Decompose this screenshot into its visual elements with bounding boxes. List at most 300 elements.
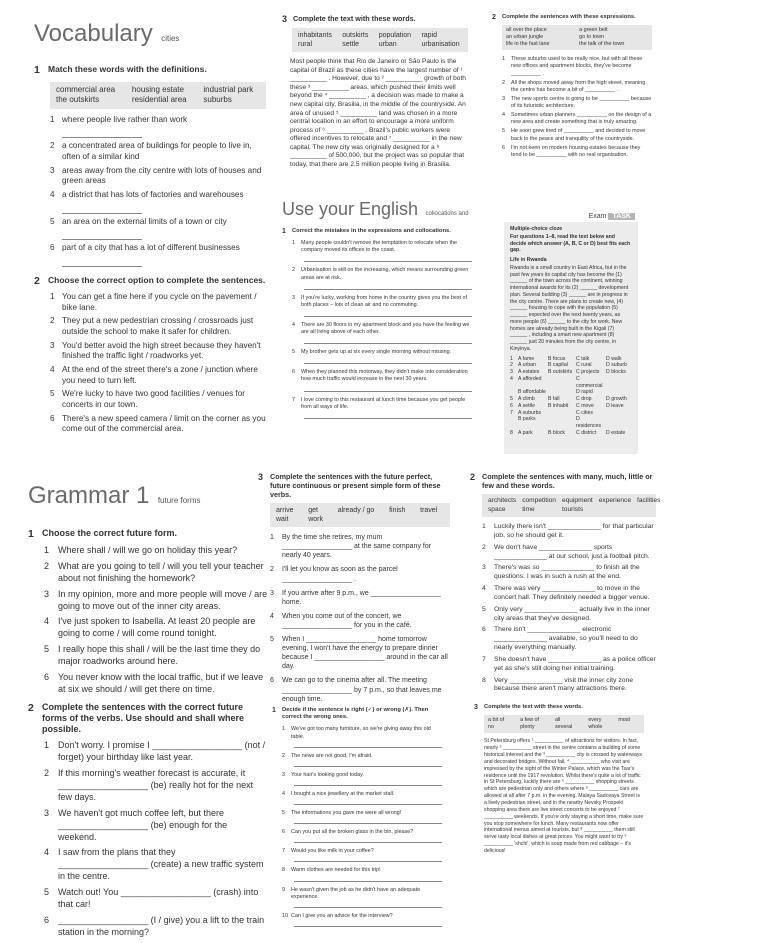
item-number: 3 xyxy=(282,771,285,778)
list-item xyxy=(270,565,450,583)
word-box-item: population xyxy=(378,32,412,39)
option[interactable]: C talk xyxy=(576,355,590,362)
instruction-text: Complete the sentences with these expressions. xyxy=(502,14,636,20)
option[interactable] xyxy=(606,376,632,390)
item-number: 6 xyxy=(50,243,55,253)
answer-line[interactable] xyxy=(294,743,442,748)
q2-instruction xyxy=(470,472,656,490)
answer-line[interactable] xyxy=(62,230,142,240)
item-number: 5 xyxy=(44,644,50,655)
item-text: When I __________________ home tomorrow evening, I won't have the energy to prepare dinner because I __________________ around in the car all day. xyxy=(282,636,448,671)
list-item xyxy=(44,847,268,883)
item-text: where people live rather than work xyxy=(62,114,188,124)
word-box-item: several xyxy=(554,724,573,731)
answer-line[interactable] xyxy=(304,284,472,290)
option[interactable]: D blocks xyxy=(606,369,626,375)
option[interactable] xyxy=(548,376,576,390)
q2-items xyxy=(482,523,656,694)
item-text: He wasn't given the job as he didn't have an adequate experience. xyxy=(291,886,421,900)
item-text: There's a new speed camera / limit on the corner as you come out of the commercial area. xyxy=(62,413,266,434)
item-number: 1 xyxy=(270,534,274,542)
list-item xyxy=(44,808,268,844)
list-item xyxy=(292,322,472,336)
word-box-item: get xyxy=(308,507,318,514)
exercise-number: 1 xyxy=(28,528,34,540)
answer-line[interactable] xyxy=(294,800,442,805)
option[interactable]: D walk xyxy=(606,355,622,362)
exercise-number: 3 xyxy=(474,704,478,711)
item-number: 1 xyxy=(292,240,295,247)
option[interactable]: A afforded xyxy=(518,375,542,382)
list-item xyxy=(482,523,656,541)
word-box-item: urbanisation xyxy=(421,41,460,49)
item-text: Warm clothes are needed for this trip! xyxy=(291,867,381,874)
list-item xyxy=(44,740,268,764)
item-text: When they planned this motorway, they didn't make into consideration how much traffic would increase in the next 30 years. xyxy=(301,369,468,383)
option[interactable]: C district xyxy=(576,429,597,436)
option[interactable]: B inhabit xyxy=(548,402,569,409)
list-item xyxy=(292,295,472,309)
item-text: Can you put all the broken glass in the bin, please? xyxy=(291,829,414,836)
word-box-item: settle xyxy=(342,41,359,49)
item-number: 6 xyxy=(270,677,274,685)
item-text: There was very ______________ to move in the concert hall. They definitely needed a bigger venue. xyxy=(494,585,650,601)
word-box-item: the talk of the town xyxy=(579,41,625,48)
item-number: 5 xyxy=(482,605,486,613)
instruction-text: Correct the mistakes in the expressions and collocations. xyxy=(292,228,451,234)
item-text: If this morning's weather forecast is accurate, it __________________ (be) really hot for the next few days. xyxy=(58,768,254,802)
item-text: Very ______________ visit the inner city zone because there aren't many attractions there. xyxy=(494,676,634,693)
answer-line[interactable] xyxy=(62,257,142,267)
item-text: The new sports centre is going to be __________ because of its futuristic architecture. xyxy=(511,95,652,110)
reading-text: Most people think that Rio de Janeiro or São Paulo is the capital of Brazil as these cities have the largest number of ¹ __________ . However, due to ² __________ growth of both these ³ __________ areas, which pushed their limits well beyond the ⁴ __________ , a decision was made to make a new capital city, Brasilia, in the middle of the countryside. An area of unused ⁵ __________ land was chosen in a more central location in an effort to encourage a more uniform process of ⁶ __________ . Brazil's public workers were offered incentives to relocate and ⁷ __________ in the new capital. The new city was originally designed for a ⁸ __________ of 500,000, but the project was so popular that today, that there are 2.5 million people living in Brasilia. xyxy=(290,58,466,168)
option-number: 6 xyxy=(510,402,513,409)
option[interactable]: A park xyxy=(518,429,533,436)
item-text: Your hair's looking good today. xyxy=(291,771,364,778)
list-item xyxy=(292,369,472,383)
word-box-item: commercial area xyxy=(56,85,116,94)
list-item xyxy=(292,397,472,411)
item-text: In my opinion, more and more people will move / are going to move out of the inner city areas. xyxy=(58,588,268,611)
list-item xyxy=(282,726,442,740)
item-number: 1 xyxy=(282,726,285,733)
item-number: 4 xyxy=(502,112,505,119)
ex1-instruction xyxy=(282,228,472,235)
answer-line[interactable] xyxy=(62,128,142,138)
task-label: TASK xyxy=(608,213,635,220)
item-text: an area on the external limits of a town or city xyxy=(62,216,227,226)
item-number: 1 xyxy=(50,114,55,124)
item-number: 6 xyxy=(282,829,285,836)
list-item xyxy=(44,915,268,939)
list-item xyxy=(282,887,442,901)
list-item xyxy=(50,316,266,337)
list-item xyxy=(282,829,442,836)
list-item xyxy=(482,677,656,695)
item-number: 2 xyxy=(502,79,505,86)
answer-line[interactable] xyxy=(304,311,472,317)
option[interactable] xyxy=(606,410,632,417)
item-number: 8 xyxy=(482,676,486,684)
answer-line[interactable] xyxy=(294,819,442,824)
list-item xyxy=(282,848,442,855)
option[interactable] xyxy=(606,416,632,430)
future-forms-section xyxy=(258,472,450,709)
exercise-number: 1 xyxy=(272,707,276,714)
list-item xyxy=(502,96,652,110)
item-number: 6 xyxy=(482,626,486,634)
item-text: We can go to the cinema after all. The meeting __________________ by 7 p.m., so that leaves me enough time. xyxy=(282,677,442,703)
list-item xyxy=(502,80,652,94)
item-text: My brother gets up at six every single morning without missing. xyxy=(301,349,452,356)
item-text: Urbanisation is still on the increasing, which means surrounding green areas are at risk. xyxy=(301,267,469,281)
list-item xyxy=(270,635,450,671)
grammar-ex1-instruction xyxy=(28,528,268,540)
item-number: 6 xyxy=(44,671,50,682)
answer-line[interactable] xyxy=(294,922,442,927)
use-your-english-section xyxy=(282,200,472,422)
list-item xyxy=(482,585,656,603)
g4-instruction xyxy=(272,707,442,721)
exercise-number: 1 xyxy=(34,64,40,76)
instruction-text: Decide if the sentence is right (✓) or wrong (✗). Then correct the wrong ones. xyxy=(282,707,429,721)
word-box-item: inhabitants xyxy=(298,32,332,39)
word-box-item: suburbs xyxy=(203,95,232,105)
answer-line[interactable] xyxy=(304,358,472,364)
word-box-item: an urban jungle xyxy=(506,34,544,41)
list-item xyxy=(292,240,472,254)
vocab-ex1-items xyxy=(50,115,266,267)
item-number: 10 xyxy=(282,912,288,919)
grammar-ex2-instruction xyxy=(28,702,268,736)
item-text: You'd better avoid the high street because they haven't finished the traffic light / roadworks yet. xyxy=(62,340,261,361)
item-list xyxy=(502,56,652,159)
item-number: 2 xyxy=(482,543,486,551)
item-number: 5 xyxy=(282,810,285,817)
option[interactable]: A suburbs xyxy=(518,409,542,416)
option[interactable]: C projects xyxy=(576,369,600,375)
item-text: Where shall / will we go on holiday this year? xyxy=(58,545,238,555)
item-number: 1 xyxy=(50,292,55,302)
answer-line[interactable] xyxy=(294,781,442,786)
option[interactable]: B focus xyxy=(548,355,566,362)
option[interactable]: A fame xyxy=(518,355,535,362)
option[interactable]: D growth xyxy=(606,396,627,402)
exercise-number: 2 xyxy=(492,14,496,21)
word-box-item: finish xyxy=(389,507,406,514)
list-item xyxy=(50,115,266,126)
option[interactable]: B parks xyxy=(518,416,536,423)
list-item xyxy=(50,389,266,410)
list-item xyxy=(292,349,472,356)
word-box xyxy=(502,25,652,50)
answer-line[interactable] xyxy=(304,338,472,344)
vocabulary-section xyxy=(34,22,266,438)
option[interactable]: C drop xyxy=(576,396,592,402)
option-number: 1 xyxy=(510,355,513,362)
list-item xyxy=(50,365,266,386)
quantifiers-section xyxy=(470,472,661,697)
word-box xyxy=(482,494,661,517)
word-box-item: a few of xyxy=(520,717,540,724)
item-text: __________________ (I / give) you a lift to the train station in the morning? xyxy=(58,914,265,937)
list-item xyxy=(502,145,652,159)
item-number: 3 xyxy=(482,564,486,572)
option[interactable]: D rapid xyxy=(576,389,593,396)
item-text: We're lucky to have two good facilities / venues for concerts in our town. xyxy=(62,389,245,409)
item-number: 2 xyxy=(50,316,55,326)
list-item xyxy=(482,544,656,562)
item-number: 5 xyxy=(50,216,55,226)
ex2-instruction xyxy=(492,14,652,21)
list-item xyxy=(482,606,656,624)
item-number: 4 xyxy=(270,612,274,620)
item-text: a concentrated area of buildings for people to live in, often of a similar kind xyxy=(62,141,252,162)
item-list xyxy=(292,240,472,419)
option[interactable] xyxy=(548,389,576,396)
instruction-text: Choose the correct option to complete the sentences. xyxy=(48,275,266,286)
grammar-section xyxy=(28,484,268,943)
item-number: 5 xyxy=(44,887,50,897)
word-box-item: wait xyxy=(276,516,289,524)
word-box-item: all xyxy=(554,717,561,724)
exercise-number: 2 xyxy=(28,701,34,714)
item-text: The informations you gave me were all wrong! xyxy=(291,810,402,817)
item-text: These suburbs used to be really nice, but with all these new offices and apartment blocks, they've become __________ . xyxy=(511,56,643,77)
item-text: Many people couldn't remove the temptation to relocate when the company moved its offices to the coast. xyxy=(301,240,457,254)
list-item xyxy=(44,589,268,613)
item-number: 9 xyxy=(282,886,285,893)
exercise-number: 2 xyxy=(470,472,476,482)
vocab-ex2-instruction xyxy=(34,275,266,287)
option[interactable]: D leave xyxy=(606,402,624,409)
word-box xyxy=(270,503,450,527)
item-number: 3 xyxy=(44,807,50,818)
grammar-title: Grammar 1 xyxy=(28,482,150,509)
right-or-wrong-section xyxy=(272,707,442,930)
option[interactable]: B block xyxy=(548,429,566,436)
item-text: We don't have ______________ sports ______________ at our school, just a football pitch. xyxy=(494,543,650,560)
item-number: 5 xyxy=(50,389,55,399)
item-text: part of a city that has a lot of different businesses xyxy=(62,243,240,253)
item-text: Can I give you an advice for the interview? xyxy=(291,912,393,919)
item-number: 4 xyxy=(482,585,486,593)
item-number: 8 xyxy=(282,867,285,874)
exercise-number: 1 xyxy=(282,228,286,235)
exercise-number: 2 xyxy=(34,275,40,288)
item-text: You never know with the local traffic, but if we leave at six we should / will get there on time. xyxy=(58,671,264,694)
item-text: I bought a nice jewellery at the market stall. xyxy=(291,790,395,797)
list-item xyxy=(270,612,450,630)
word-box-item: equipment xyxy=(561,497,593,504)
word-box-item: experience xyxy=(598,497,632,504)
item-text: By the time she retires, my mum __________________ at the same company for nearly 40 years. xyxy=(282,534,432,560)
vocabulary-topic: cities xyxy=(161,34,180,43)
item-number: 6 xyxy=(50,413,55,423)
list-item xyxy=(44,644,268,668)
list-item xyxy=(50,217,266,228)
answer-line[interactable] xyxy=(304,256,472,262)
answer-line[interactable] xyxy=(62,204,142,214)
exam-subheading: Life in Rwanda xyxy=(510,257,547,263)
item-text: Luckily there isn't ______________ for that particular job, so he should get it. xyxy=(494,523,654,539)
word-box-item: housing estate xyxy=(131,85,184,94)
list-item xyxy=(50,166,266,187)
option[interactable]: B fall xyxy=(548,396,560,402)
option[interactable]: C move xyxy=(576,402,594,409)
option-number: 2 xyxy=(510,362,513,369)
word-box-item: urban xyxy=(378,41,397,49)
item-text: They put a new pedestrian crossing / crossroads just outside the school to make it safer for children. xyxy=(62,316,254,336)
item-text: If you arrive after 9 p.m., we __________________ home. xyxy=(282,589,441,606)
item-text: I'll let you know as soon as the parcel __________________ . xyxy=(282,566,398,583)
answer-line[interactable] xyxy=(294,877,442,882)
option[interactable]: D estate xyxy=(606,429,626,436)
list-item xyxy=(44,672,268,696)
use-your-english-topic: collocations and xyxy=(425,211,469,217)
item-text: Sometimes urban planners __________ on the design of a new area and create something that is truly amazing. xyxy=(511,112,652,126)
option[interactable]: D residences xyxy=(576,416,602,429)
item-number: 7 xyxy=(292,396,295,403)
item-number: 7 xyxy=(482,655,486,663)
option[interactable]: A urban xyxy=(518,362,536,369)
word-box-item: residential area xyxy=(131,95,187,105)
list-item xyxy=(44,561,268,585)
answer-line[interactable] xyxy=(294,903,442,908)
item-text: There are 30 floors in my apartment block and you have the feeling we are all living above of each other. xyxy=(301,321,470,336)
item-text: a district that has lots of factories and warehouses xyxy=(62,190,244,200)
option[interactable]: D suburb xyxy=(606,362,628,369)
item-number: 6 xyxy=(502,144,505,151)
option[interactable]: A settle xyxy=(518,402,536,409)
option[interactable]: B outskirts xyxy=(548,369,573,375)
answer-line[interactable] xyxy=(294,857,442,862)
item-number: 1 xyxy=(44,545,50,555)
word-box xyxy=(292,28,468,52)
item-number: 4 xyxy=(282,790,285,797)
word-box-item: space xyxy=(488,505,506,513)
answer-line[interactable] xyxy=(304,413,472,419)
word-box-item: industrial park xyxy=(203,85,254,94)
option[interactable]: A climb xyxy=(518,396,535,402)
list-item xyxy=(282,867,442,874)
item-text: There's was so ______________ to finish all the questions. I was in such a rush at the end. xyxy=(494,564,640,581)
item-number: 2 xyxy=(44,768,50,779)
answer-line[interactable] xyxy=(304,386,472,392)
word-box xyxy=(50,82,266,109)
word-box-item: outskirts xyxy=(342,32,369,39)
item-number: 6 xyxy=(44,914,50,925)
item-text: At the end of the street there's a zone / junction where you need to turn left. xyxy=(62,364,258,385)
item-text: Watch out! You __________________ (crash) into that car! xyxy=(58,887,259,909)
exam-label: Exam xyxy=(588,213,607,220)
grammar-ex2-items xyxy=(44,740,268,938)
item-text: I'm not keen on modern housing estates because they tend to be __________ with no real organisation. xyxy=(511,144,641,158)
option-number: 3 xyxy=(510,369,513,375)
word-box-item: life in the fast lane xyxy=(506,41,550,48)
option[interactable]: C rural xyxy=(576,362,592,369)
vocab-ex2-items xyxy=(50,292,266,435)
instruction-text: Complete the sentences with many, much, little or few and these words. xyxy=(482,472,653,490)
option[interactable] xyxy=(606,389,632,396)
option[interactable]: B capital xyxy=(548,362,568,369)
instruction-text: Complete the text with these words. xyxy=(293,14,416,23)
english-ex1 xyxy=(282,228,472,419)
list-item xyxy=(502,112,652,126)
item-text: Only very ______________ actually live in the inner city areas that they've designed. xyxy=(494,605,651,622)
q3-instruction xyxy=(474,704,644,711)
list-item xyxy=(502,128,652,142)
option-number: 8 xyxy=(510,429,513,436)
list-item xyxy=(50,243,266,254)
item-text: There isn't ______________ electronic ______________ available, so you'll need to do nearly everything manually. xyxy=(494,626,638,652)
option-number: 4 xyxy=(510,375,513,382)
item-number: 7 xyxy=(282,848,285,855)
list-item xyxy=(482,564,656,582)
item-number: 4 xyxy=(292,321,295,328)
list-item xyxy=(44,887,268,911)
option-number: 5 xyxy=(510,396,513,402)
list-item xyxy=(282,791,442,798)
list-item xyxy=(50,141,266,162)
option-number: 7 xyxy=(510,409,513,416)
item-text: The news are not good, I'm afraid. xyxy=(291,752,373,759)
item-number: 2 xyxy=(292,267,295,274)
item-number: 1 xyxy=(502,56,505,63)
item-text: I saw from the plans that they __________________ (create) a new traffic system in the centre. xyxy=(58,847,264,882)
list-item xyxy=(282,772,442,779)
item-text: You can get a fine here if you cycle on the pavement / bike lane. xyxy=(62,292,257,312)
option[interactable]: C cities xyxy=(576,409,594,416)
word-box-item: go to town xyxy=(579,34,604,41)
item-text: I've just spoken to Isabella. At least 20 people are going to come / will come round tonight. xyxy=(58,616,256,639)
reading-text: St Petersburg offers ¹ __________ of attractions for visitors. In fact, nearly ² __________ street in the centre contains a building of some historical interest and the ³ __________ city is crossed by waterways and decorated bridges. Without fail, ⁴ __________ who visit are impressed by the sight of the Winter Palace, which was the Tsar's residence until the 1917 revolution. Whilst there's quite a lot of traffic in St Petersburg, luckily there are ⁵ __________ shopping streets which are pedestrian only and others where ⁶ __________ cars are allowed at all after 7 p.m. in the evening. Malaya Sadovaya Street is a lively pedestrian street, and in the nearby Nevsky Prospekt shopping area there are live street concerts to be enjoyed ⁷ __________ weekends. If you're only staying a short time, make sure you stop somewhere for lunch. Many restaurants now offer international menus aimed at tourists, but ⁸ __________ them still serve tasty local dishes at great prices. You might want to try ⁹ __________ 'shchi', which is soup made from red cabbage – it's delicious! xyxy=(484,738,644,855)
option[interactable] xyxy=(548,410,576,417)
option[interactable] xyxy=(548,416,576,430)
list-item xyxy=(50,341,266,362)
answer-line[interactable] xyxy=(294,838,442,843)
item-text: I really hope this shall / will be the last time they do major roadworks around here. xyxy=(58,644,261,666)
word-box-item: plenty xyxy=(520,724,535,731)
option[interactable]: C commercial xyxy=(576,375,603,389)
instruction-text: Complete the text with these words. xyxy=(484,704,583,710)
item-number: 4 xyxy=(44,616,50,627)
list-item xyxy=(44,545,268,557)
item-text: Would you like milk in your coffee? xyxy=(291,848,374,855)
option-number xyxy=(510,389,518,396)
item-text: I love coming to this restaurant at lunch time because you get people from all ways of life. xyxy=(301,396,466,410)
option[interactable]: B affordable xyxy=(518,389,546,396)
item-list xyxy=(282,726,442,927)
list-item xyxy=(282,810,442,817)
answer-line[interactable] xyxy=(294,762,442,767)
word-box-item: work xyxy=(308,516,324,524)
word-box-item: a green belt xyxy=(579,27,608,34)
item-number: 3 xyxy=(270,589,274,597)
list-item xyxy=(282,753,442,760)
list-item xyxy=(270,676,450,703)
word-box-item: every xyxy=(588,717,602,724)
word-box-item: architects xyxy=(488,497,517,504)
list-item xyxy=(50,292,266,313)
word-box-item: facilities xyxy=(637,497,661,504)
exercise-number: 3 xyxy=(258,472,264,482)
list-item xyxy=(482,626,656,652)
option[interactable]: A estates xyxy=(518,369,540,375)
word-box-item: whole xyxy=(588,724,603,731)
vocabulary-title: Vocabulary xyxy=(34,20,153,47)
word-box-item: the outskirts xyxy=(56,95,100,105)
